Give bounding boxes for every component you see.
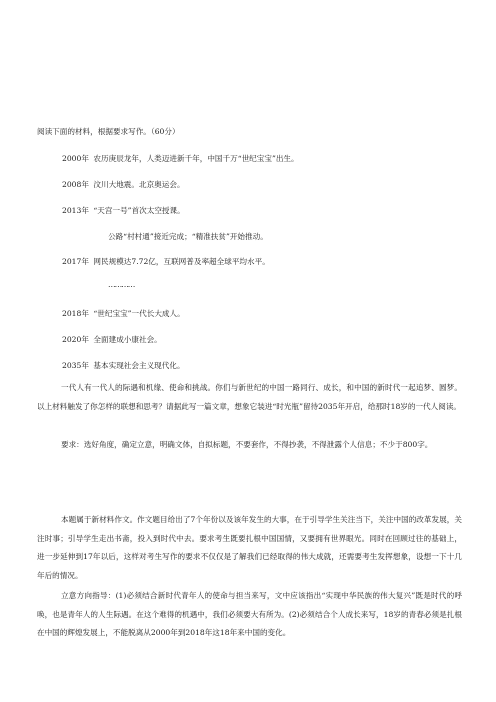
timeline-year: 2000年 <box>62 154 89 163</box>
timeline-text: “天宫一号”首次太空授课。 <box>93 206 185 215</box>
timeline-item <box>62 179 185 190</box>
requirements-paragraph: 要求：选好角度，确定立意，明确文体，自拟标题，不要套作，不得抄袭，不得泄露个人信息；不少于800字。 <box>61 440 433 449</box>
timeline-year: 2017年 <box>62 257 89 266</box>
timeline-ellipsis: ………… <box>108 280 135 289</box>
timeline-text: 汶川大地震。北京奥运会。 <box>93 180 185 189</box>
timeline-item <box>62 256 270 267</box>
timeline-item <box>62 360 185 371</box>
timeline-item <box>62 205 185 216</box>
timeline-year: 2020年 <box>62 335 89 344</box>
timeline-text: 公路“村村通”接近完成；“精准扶贫”开始推动。 <box>108 232 268 241</box>
guidance-paragraph: 立意方向指导：(1)必须结合新时代青年人的使命与担当来写，文中应该指出“实现中华民族的伟大复兴”既是时代的呼唤，也是青年人的人生际遇。在这个难得的机遇中，我们必须要大有所为。(2)必须结合个人成长来写，18岁的青春必须是扎根在中国的辉煌发展上，不能脱离从2000年到2018年这18年来中国的变化。 <box>37 591 462 637</box>
timeline-text: 基本实现社会主义现代化。 <box>93 361 185 370</box>
timeline-year: 2018年 <box>62 309 89 318</box>
timeline-year: 2035年 <box>62 361 89 370</box>
timeline-text: 网民规模达7.72亿，互联网普及率超全球平均水平。 <box>93 257 270 266</box>
timeline-item <box>62 334 162 345</box>
timeline-item <box>62 153 299 164</box>
timeline-text: “世纪宝宝”一代长大成人。 <box>93 309 185 318</box>
timeline-item <box>62 308 185 319</box>
timeline-text: 全面建成小康社会。 <box>93 335 162 344</box>
analysis-paragraph: 本题属于新材料作文。作文题目给出了7个年份以及该年发生的大事，在于引导学生关注当下，关注中国的改革发展，关注时事；引导学生走出书斋，投入到时代中去。要求考生既要扎根中国国情，又要拥有世界眼光。同时在回顾过往的基础上，进一步延伸到17年以后，这样对考生写作的要求不仅仅是了解我们已经取得的伟大成就，还需要考生发挥想象，设想一下十几年后的情况。 <box>37 515 462 580</box>
timeline-year: 2008年 <box>62 180 89 189</box>
timeline-item <box>108 231 268 242</box>
timeline-year: 2013年 <box>62 206 89 215</box>
prompt-paragraph: 一代人有一代人的际遇和机缘、使命和挑战。你们与新世纪的中国一路同行、成长，和中国的新时代一起追梦、圆梦。以上材料触发了你怎样的联想和思考？请据此写一篇文章，想象它装进“时光瓶”留待2035年开启，给那时18岁的一代人阅读。 <box>37 383 462 411</box>
instruction-line: 阅读下面的材料，根据要求写作。（60分） <box>37 127 180 136</box>
timeline-text: 农历庚辰龙年，人类迈进新千年，中国千万“世纪宝宝”出生。 <box>93 154 299 163</box>
